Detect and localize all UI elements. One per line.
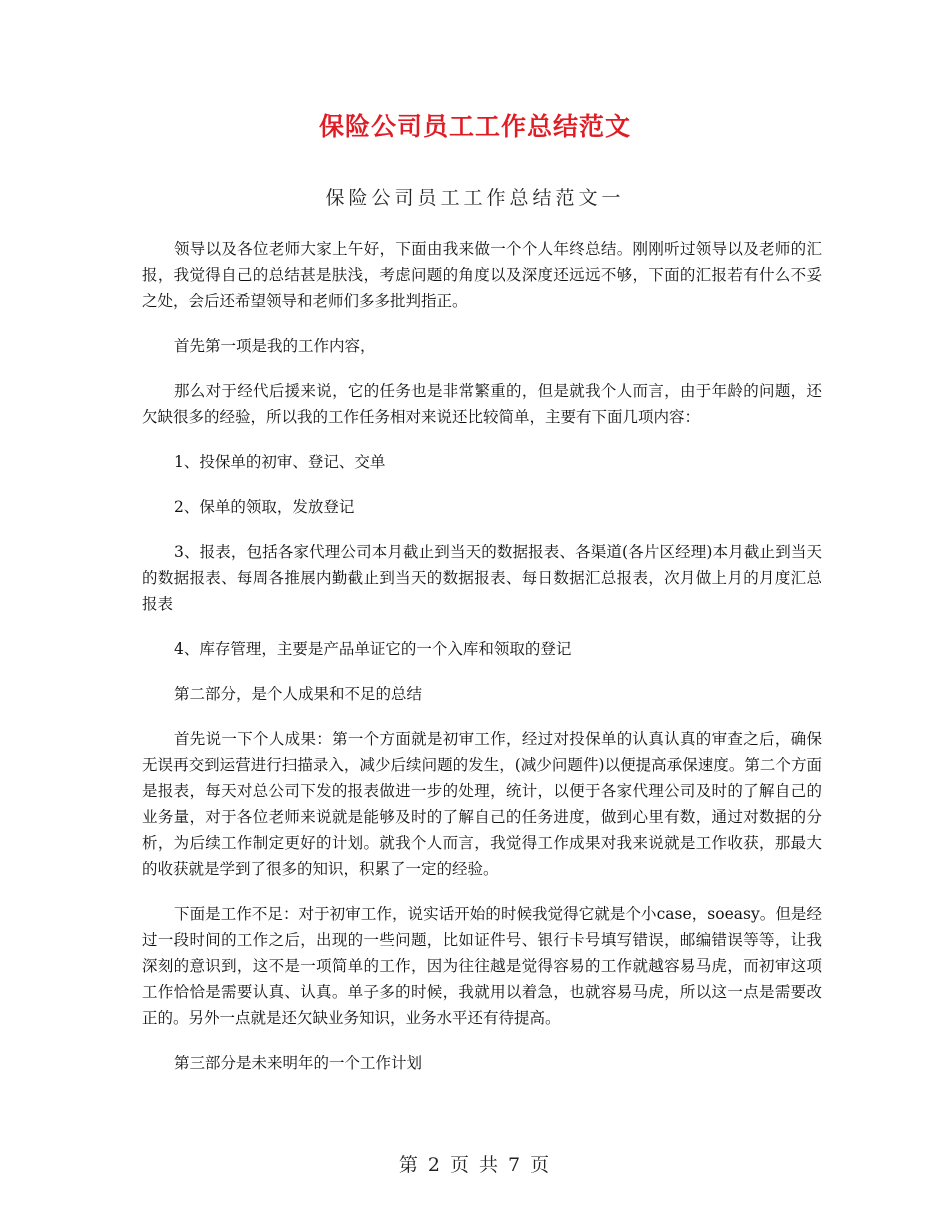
list-item: 3、报表，包括各家代理公司本月截止到当天的数据报表、各渠道(各片区经理)本月截止到当天的数据报表、每周各推展内勤截止到当天的数据报表、每日数据汇总报表，次月做上月的月度汇总报表 (142, 543, 822, 613)
document-subtitle: 保险公司员工工作总结范文一 (325, 187, 625, 209)
list-item: 4、库存管理，主要是产品单证它的一个入库和领取的登记 (174, 640, 572, 658)
paragraph-work-content-heading: 首先第一项是我的工作内容， (174, 337, 376, 355)
paragraph-intro: 领导以及各位老师大家上午好，下面由我来做一个个人年终总结。刚刚听过领导以及老师的汇报，我觉得自己的总结甚是肤浅，考虑问题的角度以及深度还远远不够，下面的汇报若有什么不妥之处，会后还希望领导和老师们多多批判指正。 (142, 240, 822, 310)
paragraph-achievements: 首先说一下个人成果：第一个方面就是初审工作，经过对投保单的认真认真的审查之后，确保无误再交到运营进行扫描录入，减少后续问题的发生，(减少问题件)以便提高承保速度。第二个方面是报表，每天对总公司下发的报表做进一步的处理，统计，以便于各家代理公司及时的了解自己的业务量，对于各位老师来说就是能够及时的了解自己的任务进度，做到心里有数，通过对数据的分析，为后续工作制定更好的计划。就我个人而言，我觉得工作成果对我来说就是工作收获，那最大的收获就是学到了很多的知识，积累了一定的经验。 (142, 730, 822, 878)
paragraph-work-overview: 那么对于经代后援来说，它的任务也是非常繁重的，但是就我个人而言，由于年龄的问题，还欠缺很多的经验，所以我的工作任务相对来说还比较简单，主要有下面几项内容： (142, 382, 822, 426)
document-title: 保险公司员工工作总结范文 (318, 112, 631, 141)
paragraph-shortcomings: 下面是工作不足：对于初审工作，说实话开始的时候我觉得它就是个小case，soeasy。但是经过一段时间的工作之后，出现的一些问题，比如证件号、银行卡号填写错误，邮编错误等等，让我深刻的意识到，这不是一项简单的工作，因为往往越是觉得容易的工作就越容易马虎，而初审这项工作恰恰是需要认真、认真。单子多的时候，我就用以着急，也就容易马虎，所以这一点是需要改正的。另外一点就是还欠缺业务知识，业务水平还有待提高。 (142, 905, 822, 1027)
page-number-footer: 第 2 页 共 7 页 (398, 1154, 552, 1176)
paragraph-part-three-heading: 第三部分是未来明年的一个工作计划 (174, 1054, 423, 1072)
document-body (142, 236, 822, 1095)
list-item: 2、保单的领取，发放登记 (174, 498, 355, 516)
list-item: 1、投保单的初审、登记、交单 (174, 453, 386, 471)
paragraph-part-two-heading: 第二部分，是个人成果和不足的总结 (174, 685, 423, 703)
